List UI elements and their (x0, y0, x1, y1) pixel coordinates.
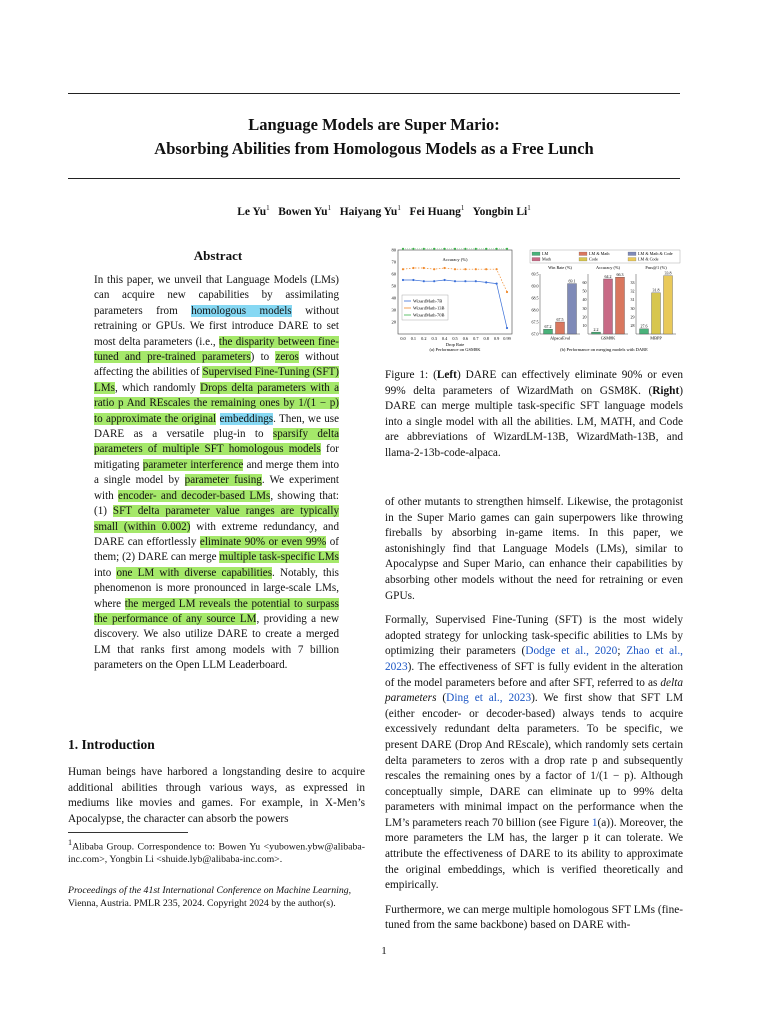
data-point (485, 268, 487, 270)
y-tick-label: 69.5 (531, 271, 539, 277)
citation-link[interactable]: Zhao et al., 2023 (385, 645, 683, 673)
data-point (464, 280, 466, 282)
paragraph: Formally, Supervised Fine-Tuning (SFT) is the most widely adopted strategy for unlocking task-specific abilities to LMs by optimizing their parameters (Dodge et al., 2020; Zhao et al., 2023). The effectiveness of SFT is fully evident in the alteration of the model parameters before and after SFT, referred to as delta parameters (Ding et al., 2023). We first show that SFT LM (either encoder- or decoder-based) always tends to acquire excessively redundant delta parameters. To be specific, we present DARE (Drop And REscale), which randomly sets certain delta parameters to zeros with a drop rate p and subsequently rescales the remaining ones by a factor of 1/(1 − p). Although conceptually simple, DARE can eliminate up to 99% delta parameters with minimal impact on the performance when the LM’s parameters reach 70 billion (see Figure 1(a)). Moreover, the more parameters the LM has, the larger p it can tolerate. We attribute the effectiveness of DARE to its ability to approximate the original embeddings, which is verified theoretically and empirically. (385, 614, 683, 892)
legend-swatch (532, 258, 540, 262)
citation-link[interactable]: Dodge et al., 2020 (525, 645, 618, 658)
y-tick-label: 60 (391, 271, 396, 277)
bar (568, 284, 577, 334)
title-top-rule (68, 93, 680, 94)
highlight: Supervised Fine-Tuning (SFT) LMs (94, 366, 339, 394)
intro-heading: 1. Introduction (68, 737, 155, 752)
y-tick-label: 50 (391, 283, 396, 289)
x-tick-label: 0.2 (421, 336, 427, 341)
data-point (412, 248, 414, 250)
chart-a-title: Accuracy (%) (442, 257, 468, 262)
highlight: homologous models (191, 304, 292, 317)
data-point (475, 268, 477, 270)
bar-value-label: 66.3 (616, 271, 624, 277)
y-tick-label: 80 (391, 247, 396, 253)
chart-b-caption: (b) Performance on merging models with DARE (560, 347, 648, 352)
panel-title: Accuracy (%) (596, 265, 620, 270)
bar (664, 276, 673, 334)
right-column-text (385, 495, 683, 943)
data-point (423, 248, 425, 250)
legend-label: WizardMath-13B (413, 305, 445, 311)
x-tick-label: 0.7 (473, 336, 479, 341)
data-point (485, 281, 487, 283)
highlight: SFT delta parameter value ranges are typically small (within 0.002) (94, 505, 339, 533)
legend-label: Code (589, 256, 598, 262)
y-tick-label: 31 (630, 297, 635, 303)
highlight: zeros (275, 351, 299, 364)
data-point (423, 280, 425, 282)
merging-bar-chart (530, 250, 680, 352)
data-point (496, 248, 498, 250)
figure-1 (378, 244, 684, 356)
data-point (464, 248, 466, 250)
highlight: embeddings (219, 412, 274, 425)
chart-a-frame (398, 250, 512, 334)
legend-label: LM & Math & Code (638, 251, 673, 257)
footnote: $^1$Alibaba Group. Correspondence to: Bowen Yu <yubowen.ybw@alibaba-inc.com>, Yongbin Li <shuide.lyb@alibaba-inc.com>. (68, 838, 365, 866)
legend-swatch (532, 252, 540, 256)
legend-label: WizardMath-7B (413, 298, 443, 304)
chart-a-x-ticks (400, 336, 510, 341)
data-point (402, 268, 404, 270)
y-tick-label: 10 (582, 322, 587, 328)
bar-value-label: 69.1 (568, 278, 576, 284)
y-tick-label: 68.5 (531, 295, 539, 301)
y-tick-label: 33 (630, 280, 635, 286)
data-point (475, 280, 477, 282)
data-point (506, 248, 508, 250)
data-point (454, 268, 456, 270)
bar (604, 279, 613, 334)
legend-swatch (628, 252, 636, 256)
paragraph: Furthermore, we can merge multiple homologous SFT LMs (fine-tuned from the same backbone) based on DARE with- (385, 903, 683, 932)
data-point (402, 248, 404, 250)
y-tick-label: 20 (391, 319, 396, 325)
highlight: Drops delta parameters with a ratio p And REscales the remaining ones by 1/(1 − p) to approximate the original (94, 381, 339, 425)
y-tick-label: 40 (582, 297, 587, 303)
abstract-heading: Abstract (193, 248, 243, 263)
author: Yongbin Li$^1$ (472, 204, 531, 218)
abstract-text: In this paper, we unveil that Language Models (LMs) can acquire new capabilities by assimilating parameters from homologous models without retraining or GPUs. We first introduce DARE to set most delta parameters (i.e., the disparity between fine-tuned and pre-trained parameters) to zeros without affecting the abilities of Supervised Fine-Tuning (SFT) LMs, which randomly Drops delta parameters with a ratio p And REscales the remaining ones by 1/(1 − p) to approximate the original embeddings. Then, we use DARE as a versatile plug-in to sparsify delta parameters of multiple SFT homologous models for mitigating parameter interference and merge them into a single model by parameter fusing. We experiment with encoder- and decoder-based LMs, showing that: (1) SFT delta parameter value ranges are typically small (within 0.002) with extreme redundancy, and DARE can effortlessly eliminate 90% or even 99% of them; (2) DARE can merge multiple task-specific LMs into one LM with diverse capabilities. Notably, this phenomenon is more pronounced in large-scale LMs, where the merged LM reveals the potential to surpass the performance of any source LM, providing a new discovery. We also utilize DARE to create a merged LM that ranks first among models with 7 billion parameters on the Open LLM Leaderboard. (94, 274, 340, 672)
x-tick-label: 0.9 (493, 336, 500, 341)
data-point (475, 248, 477, 250)
paragraph: of other mutants to strengthen himself. Likewise, the protagonist in the Super Mario games can gain superpowers like throwing fireballs by absorbing in-game items. In this paper, we astonishingly find that Language Models (LMs), similar to Apocalypse and Super Mario, can enhance their capabilities by absorbing other models without the need for retraining or even GPUs. (385, 496, 683, 602)
data-point (444, 267, 446, 269)
data-point (412, 279, 414, 281)
gsm8k-line-chart (392, 248, 513, 353)
x-tick-label: 0.4 (441, 336, 448, 341)
bar-value-label: 27.6 (640, 323, 648, 329)
chart-b-panels (532, 265, 677, 341)
highlight: the disparity between fine-tuned and pre-trained parameters (94, 335, 339, 364)
data-point (454, 280, 456, 282)
bar-panel (583, 265, 629, 341)
y-tick-label: 50 (582, 288, 587, 294)
chart-a-legend (402, 295, 448, 320)
bar (592, 332, 601, 334)
y-tick-label: 69.0 (531, 283, 539, 289)
highlight: encoder- and decoder-based LMs (118, 489, 271, 502)
y-tick-label: 67.5 (531, 319, 539, 325)
legend-label: LM & Code (638, 256, 659, 262)
y-tick-label: 30 (630, 305, 635, 311)
highlight: multiple task-specific LMs (219, 551, 339, 564)
author: Bowen Yu$^1$ (278, 204, 332, 218)
y-tick-label: 70 (391, 259, 396, 265)
bar-value-label: 2.2 (593, 326, 599, 332)
category-label: AlpacaEval (549, 335, 571, 341)
legend-label: Math (542, 256, 551, 262)
data-point (496, 283, 498, 285)
y-tick-label: 29 (630, 314, 635, 320)
bar (652, 293, 661, 334)
title-line-2: Absorbing Abilities from Homologous Models as a Free Lunch (154, 139, 594, 158)
y-tick-label: 28 (630, 322, 635, 328)
highlight: parameter fusing (184, 474, 262, 487)
bar (556, 322, 565, 334)
highlight: parameter interference (142, 458, 244, 471)
category-label: GSM8K (600, 335, 616, 341)
data-point (444, 279, 446, 281)
data-point (412, 267, 414, 269)
author: Fei Huang$^1$ (409, 204, 465, 218)
chart-a-caption: (a) Performance on GSM8K (429, 347, 481, 352)
data-point (454, 248, 456, 250)
data-point (433, 268, 435, 270)
data-point (506, 291, 508, 293)
x-tick-label: 0.99 (503, 336, 511, 341)
footnote-rule (68, 832, 188, 833)
author: Le Yu$^1$ (237, 204, 270, 218)
title-bottom-rule (68, 178, 680, 179)
legend-label: WizardMath-70B (413, 312, 445, 318)
proceedings-note: Proceedings of the 41st International Conference on Machine Learning, Vienna, Austria. PMLR 235, 2024. Copyright 2024 by the author(s). (68, 885, 352, 909)
title-line-1: Language Models are Super Mario: (248, 115, 500, 134)
data-point (485, 248, 487, 250)
legend-label: LM (542, 251, 549, 257)
x-tick-label: 0.1 (410, 336, 417, 341)
legend-label: LM & Math (589, 251, 610, 257)
y-tick-label: 40 (391, 295, 396, 301)
panel-title: Pass@1 (%) (645, 265, 667, 270)
bar-value-label: 67.5 (556, 316, 564, 322)
bar-value-label: 64.2 (604, 273, 612, 279)
y-tick-label: 20 (582, 314, 587, 320)
bar-value-label: 33.8 (664, 270, 672, 276)
legend-swatch (628, 258, 636, 262)
series-line (403, 268, 507, 292)
y-tick-label: 30 (582, 305, 587, 311)
y-tick-label: 32 (630, 288, 635, 294)
y-tick-label: 30 (391, 307, 396, 313)
figure-ref-link[interactable]: 1 (591, 816, 598, 829)
category-label: MBPP (650, 335, 662, 341)
legend-swatch (579, 252, 587, 256)
data-point (464, 268, 466, 270)
bar-value-label: 31.8 (652, 287, 660, 293)
data-point (444, 248, 446, 250)
data-point (433, 248, 435, 250)
data-point (506, 327, 508, 329)
chart-a-xlabel: Drop Rate (445, 342, 465, 347)
x-tick-label: 0.6 (462, 336, 469, 341)
author: Haiyang Yu$^1$ (339, 204, 401, 218)
highlight: the merged LM reveals the potential to surpass the performance of any source LM (94, 597, 339, 625)
figure-caption: Figure 1: (Left) DARE can effectively eliminate 90% or even 99% delta parameters of WizardMath on GSM8K. (Right) DARE can merge multiple task-specific SFT language models into a single model with all the abilities. LM, MATH, and Code are abbreviations of WizardLM-13B, WizardMath-13B, and llama-2-13b-code-alpaca. (385, 369, 683, 459)
y-tick-label: 67.0 (531, 331, 539, 337)
bar (544, 329, 553, 334)
y-tick-label: 60 (582, 280, 587, 286)
x-tick-label: 0.5 (452, 336, 458, 341)
bar (640, 329, 649, 334)
bar (616, 277, 625, 334)
highlight: eliminate 90% or even 99% (199, 535, 327, 548)
y-tick-label: 68.0 (531, 307, 539, 313)
x-tick-label: 0.3 (431, 336, 437, 341)
page-number: 1 (381, 945, 387, 957)
chart-a-y-ticks (392, 248, 397, 325)
x-tick-label: 0.8 (483, 336, 489, 341)
data-point (433, 280, 435, 282)
author-list (0, 204, 768, 218)
data-point (496, 268, 498, 270)
x-tick-label: 0.0 (400, 336, 406, 341)
bar-panel (631, 265, 677, 341)
data-point (402, 279, 404, 281)
bar-panel (532, 265, 581, 341)
intro-left-text: Human beings have harbored a longstanding desire to acquire additional abilities through various ways, as expressed in mediums like movies and games. For example, in X-Men’s Apocalypse, the character can absorb the powers (68, 766, 365, 825)
paper-title (60, 113, 688, 161)
panel-title: Win Rate (%) (548, 265, 572, 270)
legend-swatch (579, 258, 587, 262)
citation-link[interactable]: Ding et al., 2023 (446, 692, 532, 705)
bar-value-label: 67.2 (544, 324, 552, 329)
highlight: sparsify delta parameters of multiple SFT homologous models (94, 428, 339, 456)
data-point (423, 267, 425, 269)
highlight: one LM with diverse capabilities (116, 566, 273, 579)
